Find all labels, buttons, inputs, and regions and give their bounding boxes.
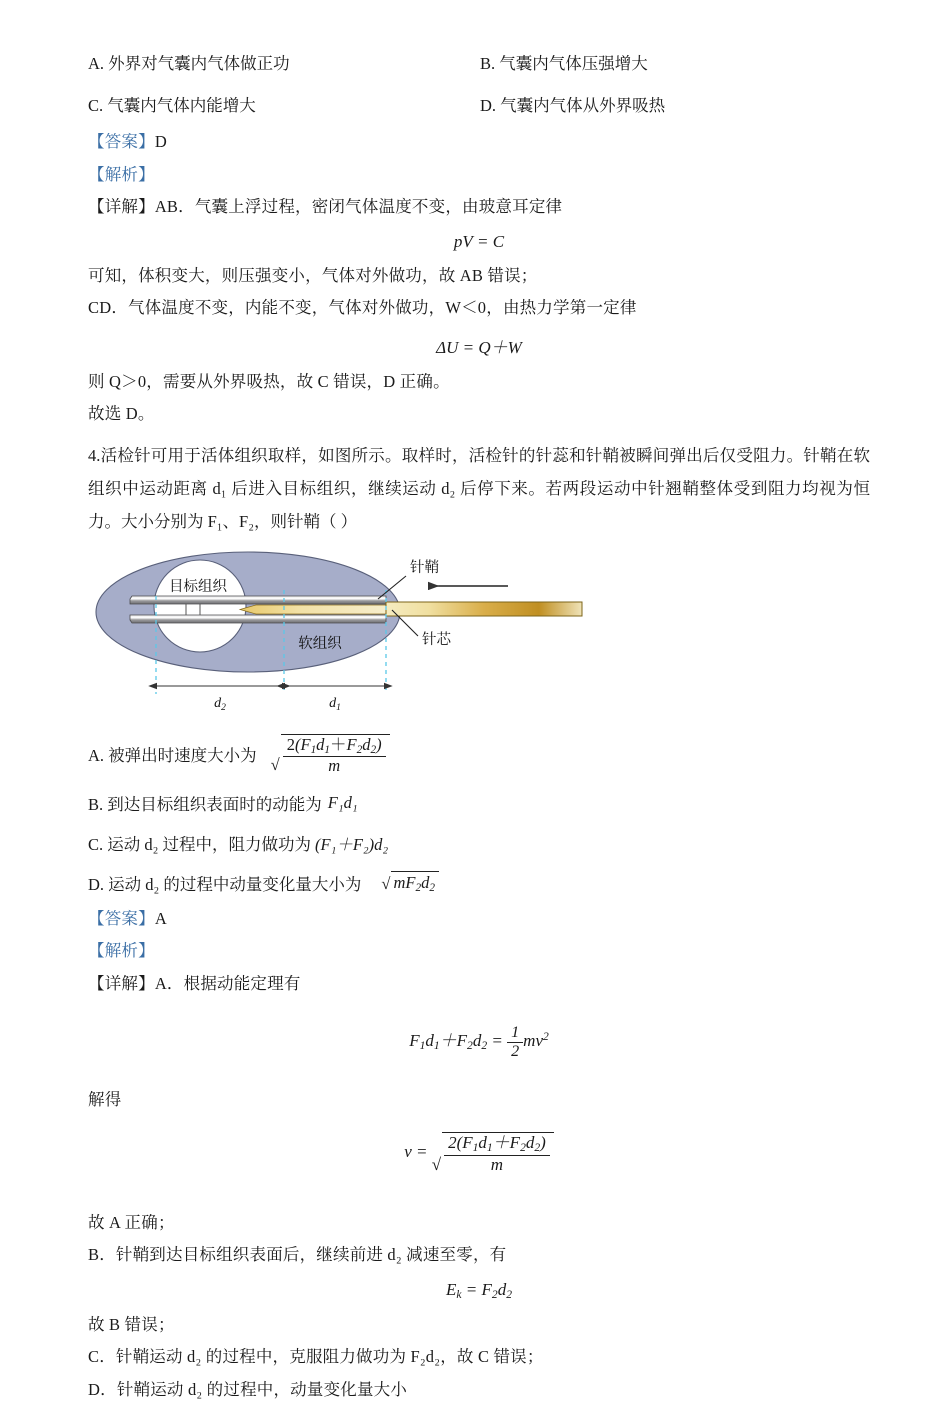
q4-option-b-formula: F₁d₁	[327, 792, 358, 812]
q3-option-a	[88, 50, 480, 74]
q3-analysis-line	[88, 164, 870, 184]
q4-option-d-label: D. 运动 d₂ 的过程中动量变化量大小为	[88, 874, 362, 894]
q3-formula-first-law: ΔU = Q＋W	[436, 337, 522, 357]
q3-formula-boyle: pV = C	[453, 231, 505, 251]
q3-option-a-text: 外界对气囊内气体做正功	[108, 54, 290, 73]
page-content	[88, 50, 870, 1414]
q4-option-b-label: B. 到达目标组织表面时的动能为	[88, 794, 322, 814]
q3-options-row-1	[88, 50, 870, 74]
q3-line-conclusion: 故选 D。	[88, 404, 155, 423]
q4-option-a-formula: √ $\frac{2(F_1d_1+F_2d_2)}{m}$	[271, 734, 390, 775]
q4-detail-a-text: A．根据动能定理有	[154, 973, 301, 993]
q4-formula-kinetic-energy: $F_1d_1+F_2d_2$ = $\frac{1}{2}$ $mv^2$	[409, 1024, 549, 1060]
q4-line-b-wrong: 故 B 错误；	[88, 1314, 175, 1334]
label-needle-sheath: 针鞘	[410, 559, 439, 576]
q4-option-b	[88, 791, 870, 815]
q4-line-b: B．针鞘到达目标组织表面后，继续前进 d₂ 减速至零，有	[88, 1245, 507, 1265]
needle-core-shaft	[386, 602, 582, 616]
label-soft-tissue: 软组织	[298, 635, 342, 652]
q4-stem-text: 活检针可用于活体组织取样，如图所示。取样时，活检针的针蕊和针鞘被瞬间弹出后仅受阻力。针鞘在软组织中运动距离 d₁ 后进入目标组织，继续运动 d₂ 后停下来。若两段运动中针翘鞘整体受到阻力均视为恒力。大小分别为 F₁、F₂，则针鞘（ ）	[88, 445, 870, 531]
q4-option-c-label: C. 运动 d₂ 过程中，阻力做功为	[88, 834, 312, 854]
q3-line-q: 则 Q＞0，需要从外界吸热，故 C 错误，D 正确。	[88, 371, 450, 391]
q3-option-b-text: 气囊内气体压强增大	[499, 54, 648, 73]
q3-option-d	[480, 92, 870, 116]
q4-line-d: D．针鞘运动 d₂ 的过程中，动量变化量大小	[88, 1379, 408, 1399]
q3-options-row-2	[88, 92, 870, 116]
q3-option-a-label: A.	[88, 54, 105, 73]
q4-option-c	[88, 831, 870, 855]
detail-tag: 【详解】	[88, 973, 155, 993]
label-d2: $d_2$	[214, 695, 226, 713]
label-d1: $d_1$	[329, 695, 341, 713]
answer-tag: 【答案】	[88, 908, 155, 928]
q3-answer-value: D	[154, 132, 167, 151]
answer-tag: 【答案】	[88, 132, 155, 151]
q4-option-d-formula: √ $mF_2d_2$	[381, 871, 439, 894]
q4-line-c: C．针鞘运动 d₂ 的过程中，克服阻力做功为 F₂d₂，故 C 错误；	[88, 1347, 544, 1367]
detail-tag: 【详解】	[88, 197, 155, 216]
needle-sheath-lower	[130, 615, 386, 623]
q3-detail-text-1: AB．气囊上浮过程，密闭气体温度不变，由玻意耳定律	[154, 197, 563, 216]
q4-option-a	[88, 734, 870, 775]
q4-analysis-line	[88, 943, 870, 960]
q4-formula-v: v = √ $\frac{2(F_1d_1+F_2d_2)}{m}$	[88, 1132, 870, 1174]
q3-option-b	[480, 50, 870, 74]
q4-number: 4.	[88, 445, 101, 465]
label-needle-core: 针芯	[422, 631, 451, 648]
q4-answer-value: A	[154, 908, 167, 928]
q3-option-c	[88, 92, 480, 116]
label-target-tissue: 目标组织	[169, 578, 227, 595]
q4-answer-line	[88, 908, 870, 928]
q4-solve-word: 解得	[88, 1089, 122, 1109]
analysis-tag: 【解析】	[88, 164, 155, 184]
q3-option-c-label: C.	[88, 96, 104, 115]
needle-sheath-upper	[130, 596, 386, 604]
q4-option-c-formula: (F₁＋F₂)d₂	[315, 834, 389, 854]
q3-detail-line-1	[88, 199, 870, 216]
q4-stem	[88, 439, 870, 538]
needle-core-inner	[240, 605, 386, 614]
q3-answer-line	[88, 134, 870, 151]
q4-figure	[88, 544, 870, 724]
q4-formula-ek: $E_k = F_2d_2$	[446, 1279, 512, 1301]
q4-option-d	[88, 871, 870, 895]
q4-option-a-label: A. 被弹出时速度大小为	[88, 746, 257, 766]
q3-line-after-pv: 可知，体积变大，则压强变小，气体对外做功，故 AB 错误；	[88, 265, 538, 285]
q4-line-a-correct: 故 A 正确；	[88, 1212, 175, 1232]
q3-line-cd: CD．气体温度不变，内能不变，气体对外做功，W＜0，由热力学第一定律	[88, 298, 637, 317]
q3-option-c-text: 气囊内气体内能增大	[107, 96, 256, 115]
q4-detail-a	[88, 973, 870, 993]
q3-option-d-text: 气囊内气体从外界吸热	[500, 96, 666, 115]
biopsy-needle-svg	[88, 544, 608, 724]
q3-option-d-label: D.	[480, 96, 497, 115]
q3-option-b-label: B.	[480, 54, 496, 73]
analysis-tag: 【解析】	[88, 941, 155, 961]
